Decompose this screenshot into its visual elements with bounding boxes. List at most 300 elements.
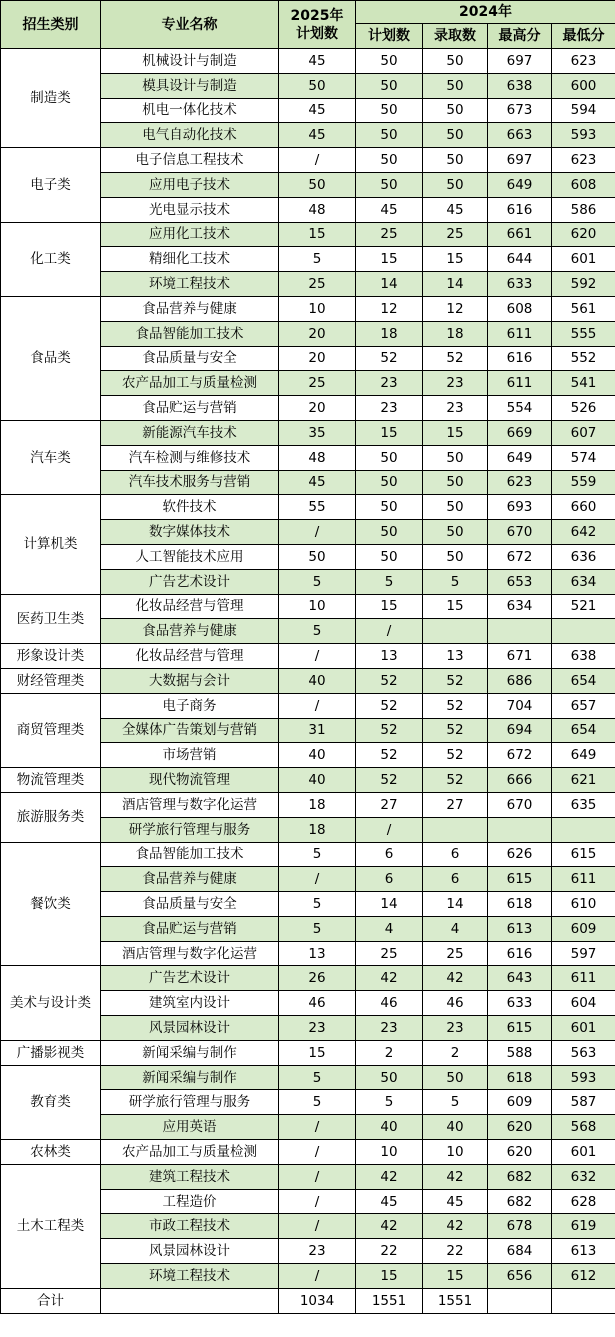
major-cell: 大数据与会计 [101, 668, 279, 693]
major-cell: 酒店管理与数字化运营 [101, 941, 279, 966]
major-cell: 风景园林设计 [101, 1016, 279, 1041]
max-score-cell: 620 [488, 1140, 552, 1165]
table-row [1, 966, 615, 991]
max-score-cell: 616 [488, 197, 552, 222]
header-year-2024: 2024年 [356, 1, 615, 24]
plan-2025-cell: 40 [279, 768, 356, 793]
plan-2025-cell: 45 [279, 123, 356, 148]
table-row [1, 495, 615, 520]
major-cell: 电子信息工程技术 [101, 148, 279, 173]
plan-cell: 15 [356, 1264, 423, 1289]
max-score-cell: 626 [488, 842, 552, 867]
plan-cell: 46 [356, 991, 423, 1016]
plan-cell: 50 [356, 520, 423, 545]
admitted-cell: 6 [423, 842, 488, 867]
plan-2025-cell: / [279, 867, 356, 892]
plan-cell: 10 [356, 1140, 423, 1165]
table-row [1, 792, 615, 817]
major-cell: 汽车技术服务与营销 [101, 470, 279, 495]
admitted-cell: 50 [423, 544, 488, 569]
table-row [1, 1140, 615, 1165]
min-score-cell: 597 [552, 941, 615, 966]
min-score-cell: 609 [552, 916, 615, 941]
major-cell: 全媒体广告策划与营销 [101, 718, 279, 743]
table-body [1, 49, 615, 1314]
max-score-cell: 673 [488, 98, 552, 123]
plan-cell: 23 [356, 371, 423, 396]
admitted-cell: 50 [423, 445, 488, 470]
total-plan-2025: 1034 [279, 1288, 356, 1313]
table-row [1, 49, 615, 74]
plan-2025-cell: 50 [279, 73, 356, 98]
admitted-cell: 50 [423, 172, 488, 197]
total-min [552, 1288, 615, 1313]
plan-2025-cell: 45 [279, 470, 356, 495]
admitted-cell: 15 [423, 247, 488, 272]
min-score-cell: 620 [552, 222, 615, 247]
plan-cell: 52 [356, 693, 423, 718]
major-cell: 数字媒体技术 [101, 520, 279, 545]
major-cell: 应用化工技术 [101, 222, 279, 247]
max-score-cell: 633 [488, 991, 552, 1016]
max-score-cell: 649 [488, 172, 552, 197]
min-score-cell: 611 [552, 867, 615, 892]
admitted-cell: 45 [423, 197, 488, 222]
plan-cell: 12 [356, 296, 423, 321]
max-score-cell: 656 [488, 1264, 552, 1289]
admitted-cell: 50 [423, 123, 488, 148]
max-score-cell: 611 [488, 371, 552, 396]
min-score-cell: 636 [552, 544, 615, 569]
plan-2025-cell: 10 [279, 296, 356, 321]
min-score-cell: 612 [552, 1264, 615, 1289]
min-score-cell: 654 [552, 668, 615, 693]
min-score-cell: 649 [552, 743, 615, 768]
min-score-cell: 593 [552, 1065, 615, 1090]
plan-2025-cell: 23 [279, 1016, 356, 1041]
major-cell: 食品智能加工技术 [101, 842, 279, 867]
plan-2025-cell: / [279, 1264, 356, 1289]
min-score-cell: 586 [552, 197, 615, 222]
category-cell: 财经管理类 [1, 668, 101, 693]
admitted-cell: 50 [423, 470, 488, 495]
admitted-cell: 42 [423, 1214, 488, 1239]
max-score-cell: 638 [488, 73, 552, 98]
total-label: 合计 [1, 1288, 101, 1313]
major-cell: 电子商务 [101, 693, 279, 718]
plan-cell: 4 [356, 916, 423, 941]
max-score-cell: 684 [488, 1239, 552, 1264]
major-cell: 食品智能加工技术 [101, 321, 279, 346]
plan-2025-cell: 20 [279, 346, 356, 371]
major-cell: 环境工程技术 [101, 272, 279, 297]
plan-2025-cell: 15 [279, 222, 356, 247]
max-score-cell: 554 [488, 396, 552, 421]
plan-2025-cell: 15 [279, 1040, 356, 1065]
max-score-cell: 697 [488, 49, 552, 74]
plan-2025-cell: 25 [279, 272, 356, 297]
major-cell: 研学旅行管理与服务 [101, 1090, 279, 1115]
major-cell: 农产品加工与质量检测 [101, 1140, 279, 1165]
admitted-cell: 5 [423, 569, 488, 594]
admitted-cell: 40 [423, 1115, 488, 1140]
max-score-cell: 694 [488, 718, 552, 743]
header-min: 最低分 [552, 24, 615, 49]
major-cell: 风景园林设计 [101, 1239, 279, 1264]
plan-cell: 14 [356, 272, 423, 297]
plan-2025-cell: / [279, 520, 356, 545]
max-score-cell: 686 [488, 668, 552, 693]
admitted-cell: 15 [423, 594, 488, 619]
plan-2025-cell: 18 [279, 817, 356, 842]
major-cell: 机械设计与制造 [101, 49, 279, 74]
plan-2025-cell: 5 [279, 247, 356, 272]
max-score-cell: 671 [488, 644, 552, 669]
admitted-cell: 50 [423, 520, 488, 545]
plan-2025-cell: 5 [279, 842, 356, 867]
major-cell: 新闻采编与制作 [101, 1065, 279, 1090]
category-cell: 电子类 [1, 148, 101, 222]
plan-2025-cell: 25 [279, 371, 356, 396]
min-score-cell: 623 [552, 49, 615, 74]
major-cell: 食品贮运与营销 [101, 916, 279, 941]
plan-cell: 50 [356, 495, 423, 520]
plan-2025-cell: 31 [279, 718, 356, 743]
major-cell: 环境工程技术 [101, 1264, 279, 1289]
min-score-cell: 613 [552, 1239, 615, 1264]
category-cell: 广播影视类 [1, 1040, 101, 1065]
min-score-cell: 642 [552, 520, 615, 545]
plan-cell: 14 [356, 892, 423, 917]
admitted-cell: 2 [423, 1040, 488, 1065]
plan-2025-cell: / [279, 1189, 356, 1214]
max-score-cell [488, 817, 552, 842]
major-cell: 食品贮运与营销 [101, 396, 279, 421]
plan-cell: 50 [356, 98, 423, 123]
plan-2025-cell: / [279, 1140, 356, 1165]
max-score-cell: 618 [488, 892, 552, 917]
max-score-cell: 666 [488, 768, 552, 793]
category-cell: 餐饮类 [1, 842, 101, 966]
plan-cell: 15 [356, 247, 423, 272]
min-score-cell: 587 [552, 1090, 615, 1115]
min-score-cell: 601 [552, 1140, 615, 1165]
plan-2025-cell: 18 [279, 792, 356, 817]
major-cell: 光电显示技术 [101, 197, 279, 222]
plan-2025-cell: 48 [279, 197, 356, 222]
min-score-cell: 552 [552, 346, 615, 371]
admitted-cell: 4 [423, 916, 488, 941]
plan-cell: 15 [356, 420, 423, 445]
header-category: 招生类别 [1, 1, 101, 49]
min-score-cell: 559 [552, 470, 615, 495]
category-cell: 物流管理类 [1, 768, 101, 793]
admitted-cell: 14 [423, 892, 488, 917]
admitted-cell: 22 [423, 1239, 488, 1264]
min-score-cell: 541 [552, 371, 615, 396]
major-cell: 市政工程技术 [101, 1214, 279, 1239]
max-score-cell: 672 [488, 743, 552, 768]
plan-2025-cell: 20 [279, 396, 356, 421]
min-score-cell: 619 [552, 1214, 615, 1239]
major-cell: 广告艺术设计 [101, 569, 279, 594]
max-score-cell: 669 [488, 420, 552, 445]
category-cell: 制造类 [1, 49, 101, 148]
plan-2025-cell: 10 [279, 594, 356, 619]
plan-2025-cell: 50 [279, 172, 356, 197]
admitted-cell: 25 [423, 941, 488, 966]
plan-cell: 42 [356, 1214, 423, 1239]
total-plan: 1551 [356, 1288, 423, 1313]
max-score-cell: 623 [488, 470, 552, 495]
header-admitted: 录取数 [423, 24, 488, 49]
plan-2025-cell: 26 [279, 966, 356, 991]
admitted-cell: 10 [423, 1140, 488, 1165]
max-score-cell: 608 [488, 296, 552, 321]
admitted-cell: 46 [423, 991, 488, 1016]
plan-cell: 27 [356, 792, 423, 817]
admitted-cell: 50 [423, 1065, 488, 1090]
admitted-cell: 50 [423, 49, 488, 74]
admitted-cell: 12 [423, 296, 488, 321]
admitted-cell: 50 [423, 73, 488, 98]
max-score-cell [488, 619, 552, 644]
table-row [1, 842, 615, 867]
min-score-cell: 593 [552, 123, 615, 148]
min-score-cell [552, 619, 615, 644]
min-score-cell: 563 [552, 1040, 615, 1065]
category-cell: 化工类 [1, 222, 101, 296]
admitted-cell: 52 [423, 768, 488, 793]
plan-2025-cell: 5 [279, 619, 356, 644]
category-cell: 商贸管理类 [1, 693, 101, 767]
category-cell: 形象设计类 [1, 644, 101, 669]
plan-2025-cell: / [279, 1164, 356, 1189]
table-row [1, 768, 615, 793]
plan-cell: 50 [356, 123, 423, 148]
admitted-cell [423, 619, 488, 644]
plan-cell: / [356, 619, 423, 644]
min-score-cell: 592 [552, 272, 615, 297]
plan-2025-cell: 55 [279, 495, 356, 520]
plan-cell: 50 [356, 1065, 423, 1090]
max-score-cell: 693 [488, 495, 552, 520]
table-row [1, 644, 615, 669]
total-major-cell [101, 1288, 279, 1313]
plan-2025-cell: / [279, 693, 356, 718]
max-score-cell: 682 [488, 1164, 552, 1189]
min-score-cell: 634 [552, 569, 615, 594]
plan-2025-cell: 5 [279, 1090, 356, 1115]
max-score-cell: 634 [488, 594, 552, 619]
plan-cell: 52 [356, 768, 423, 793]
total-admitted: 1551 [423, 1288, 488, 1313]
max-score-cell: 615 [488, 1016, 552, 1041]
total-max [488, 1288, 552, 1313]
plan-2025-cell: / [279, 148, 356, 173]
admitted-cell: 23 [423, 1016, 488, 1041]
plan-cell: 50 [356, 73, 423, 98]
plan-cell: 45 [356, 1189, 423, 1214]
plan-cell: 25 [356, 941, 423, 966]
min-score-cell: 660 [552, 495, 615, 520]
major-cell: 工程造价 [101, 1189, 279, 1214]
max-score-cell: 618 [488, 1065, 552, 1090]
min-score-cell: 628 [552, 1189, 615, 1214]
min-score-cell: 604 [552, 991, 615, 1016]
max-score-cell: 682 [488, 1189, 552, 1214]
table-row [1, 148, 615, 173]
category-cell: 计算机类 [1, 495, 101, 594]
plan-cell: 23 [356, 1016, 423, 1041]
major-cell: 市场营销 [101, 743, 279, 768]
major-cell: 新闻采编与制作 [101, 1040, 279, 1065]
max-score-cell: 616 [488, 346, 552, 371]
major-cell: 人工智能技术应用 [101, 544, 279, 569]
min-score-cell: 601 [552, 247, 615, 272]
major-cell: 建筑工程技术 [101, 1164, 279, 1189]
header-max: 最高分 [488, 24, 552, 49]
admitted-cell: 50 [423, 98, 488, 123]
header-major: 专业名称 [101, 1, 279, 49]
plan-2025-cell: 5 [279, 569, 356, 594]
plan-2025-cell: 23 [279, 1239, 356, 1264]
min-score-cell: 561 [552, 296, 615, 321]
major-cell: 新能源汽车技术 [101, 420, 279, 445]
max-score-cell: 678 [488, 1214, 552, 1239]
admitted-cell: 23 [423, 396, 488, 421]
max-score-cell: 670 [488, 520, 552, 545]
min-score-cell: 632 [552, 1164, 615, 1189]
table-row [1, 1065, 615, 1090]
admitted-cell: 27 [423, 792, 488, 817]
category-cell: 美术与设计类 [1, 966, 101, 1040]
major-cell: 机电一体化技术 [101, 98, 279, 123]
min-score-cell: 601 [552, 1016, 615, 1041]
major-cell: 食品营养与健康 [101, 619, 279, 644]
major-cell: 汽车检测与维修技术 [101, 445, 279, 470]
major-cell: 食品质量与安全 [101, 892, 279, 917]
plan-cell: 6 [356, 867, 423, 892]
plan-cell: 5 [356, 569, 423, 594]
major-cell: 食品营养与健康 [101, 296, 279, 321]
table-row [1, 693, 615, 718]
admitted-cell: 14 [423, 272, 488, 297]
header-plan: 计划数 [356, 24, 423, 49]
plan-cell: 18 [356, 321, 423, 346]
min-score-cell: 555 [552, 321, 615, 346]
major-cell: 建筑室内设计 [101, 991, 279, 1016]
max-score-cell: 611 [488, 321, 552, 346]
max-score-cell: 663 [488, 123, 552, 148]
min-score-cell: 568 [552, 1115, 615, 1140]
plan-cell: 40 [356, 1115, 423, 1140]
max-score-cell: 620 [488, 1115, 552, 1140]
admitted-cell: 6 [423, 867, 488, 892]
min-score-cell: 521 [552, 594, 615, 619]
plan-cell: 52 [356, 346, 423, 371]
admitted-cell: 52 [423, 668, 488, 693]
admitted-cell: 42 [423, 1164, 488, 1189]
major-cell: 化妆品经营与管理 [101, 594, 279, 619]
plan-2025-cell: 46 [279, 991, 356, 1016]
admitted-cell: 23 [423, 371, 488, 396]
table-row [1, 296, 615, 321]
plan-cell: 50 [356, 445, 423, 470]
min-score-cell [552, 817, 615, 842]
min-score-cell: 607 [552, 420, 615, 445]
min-score-cell: 526 [552, 396, 615, 421]
plan-cell: 6 [356, 842, 423, 867]
plan-2025-cell: 5 [279, 916, 356, 941]
admitted-cell: 52 [423, 718, 488, 743]
max-score-cell: 588 [488, 1040, 552, 1065]
plan-2025-cell: / [279, 1214, 356, 1239]
category-cell: 土木工程类 [1, 1164, 101, 1288]
plan-2025-cell: 40 [279, 743, 356, 768]
admitted-cell: 52 [423, 693, 488, 718]
plan-cell: 42 [356, 1164, 423, 1189]
plan-2025-cell: 13 [279, 941, 356, 966]
plan-2025-cell: / [279, 1115, 356, 1140]
plan-cell: 45 [356, 197, 423, 222]
major-cell: 现代物流管理 [101, 768, 279, 793]
max-score-cell: 609 [488, 1090, 552, 1115]
min-score-cell: 600 [552, 73, 615, 98]
category-cell: 食品类 [1, 296, 101, 420]
major-cell: 研学旅行管理与服务 [101, 817, 279, 842]
plan-2025-cell: 45 [279, 98, 356, 123]
min-score-cell: 638 [552, 644, 615, 669]
admitted-cell: 13 [423, 644, 488, 669]
max-score-cell: 633 [488, 272, 552, 297]
plan-cell: 52 [356, 668, 423, 693]
major-cell: 电气自动化技术 [101, 123, 279, 148]
major-cell: 广告艺术设计 [101, 966, 279, 991]
min-score-cell: 574 [552, 445, 615, 470]
min-score-cell: 610 [552, 892, 615, 917]
max-score-cell: 649 [488, 445, 552, 470]
max-score-cell: 672 [488, 544, 552, 569]
plan-2025-cell: 5 [279, 1065, 356, 1090]
major-cell: 精细化工技术 [101, 247, 279, 272]
plan-cell: 13 [356, 644, 423, 669]
major-cell: 软件技术 [101, 495, 279, 520]
plan-cell: 42 [356, 966, 423, 991]
category-cell: 教育类 [1, 1065, 101, 1139]
table-row [1, 594, 615, 619]
plan-cell: 5 [356, 1090, 423, 1115]
admitted-cell: 18 [423, 321, 488, 346]
plan-2025-cell: 20 [279, 321, 356, 346]
plan-2025-cell: 45 [279, 49, 356, 74]
max-score-cell: 615 [488, 867, 552, 892]
admitted-cell: 45 [423, 1189, 488, 1214]
plan-cell: 50 [356, 470, 423, 495]
plan-2025-cell: 48 [279, 445, 356, 470]
category-cell: 汽车类 [1, 420, 101, 494]
major-cell: 酒店管理与数字化运营 [101, 792, 279, 817]
major-cell: 模具设计与制造 [101, 73, 279, 98]
plan-2025-cell: 50 [279, 544, 356, 569]
major-cell: 食品质量与安全 [101, 346, 279, 371]
admitted-cell: 42 [423, 966, 488, 991]
max-score-cell: 661 [488, 222, 552, 247]
plan-cell: 52 [356, 743, 423, 768]
plan-cell: 50 [356, 49, 423, 74]
plan-cell: 50 [356, 148, 423, 173]
max-score-cell: 704 [488, 693, 552, 718]
